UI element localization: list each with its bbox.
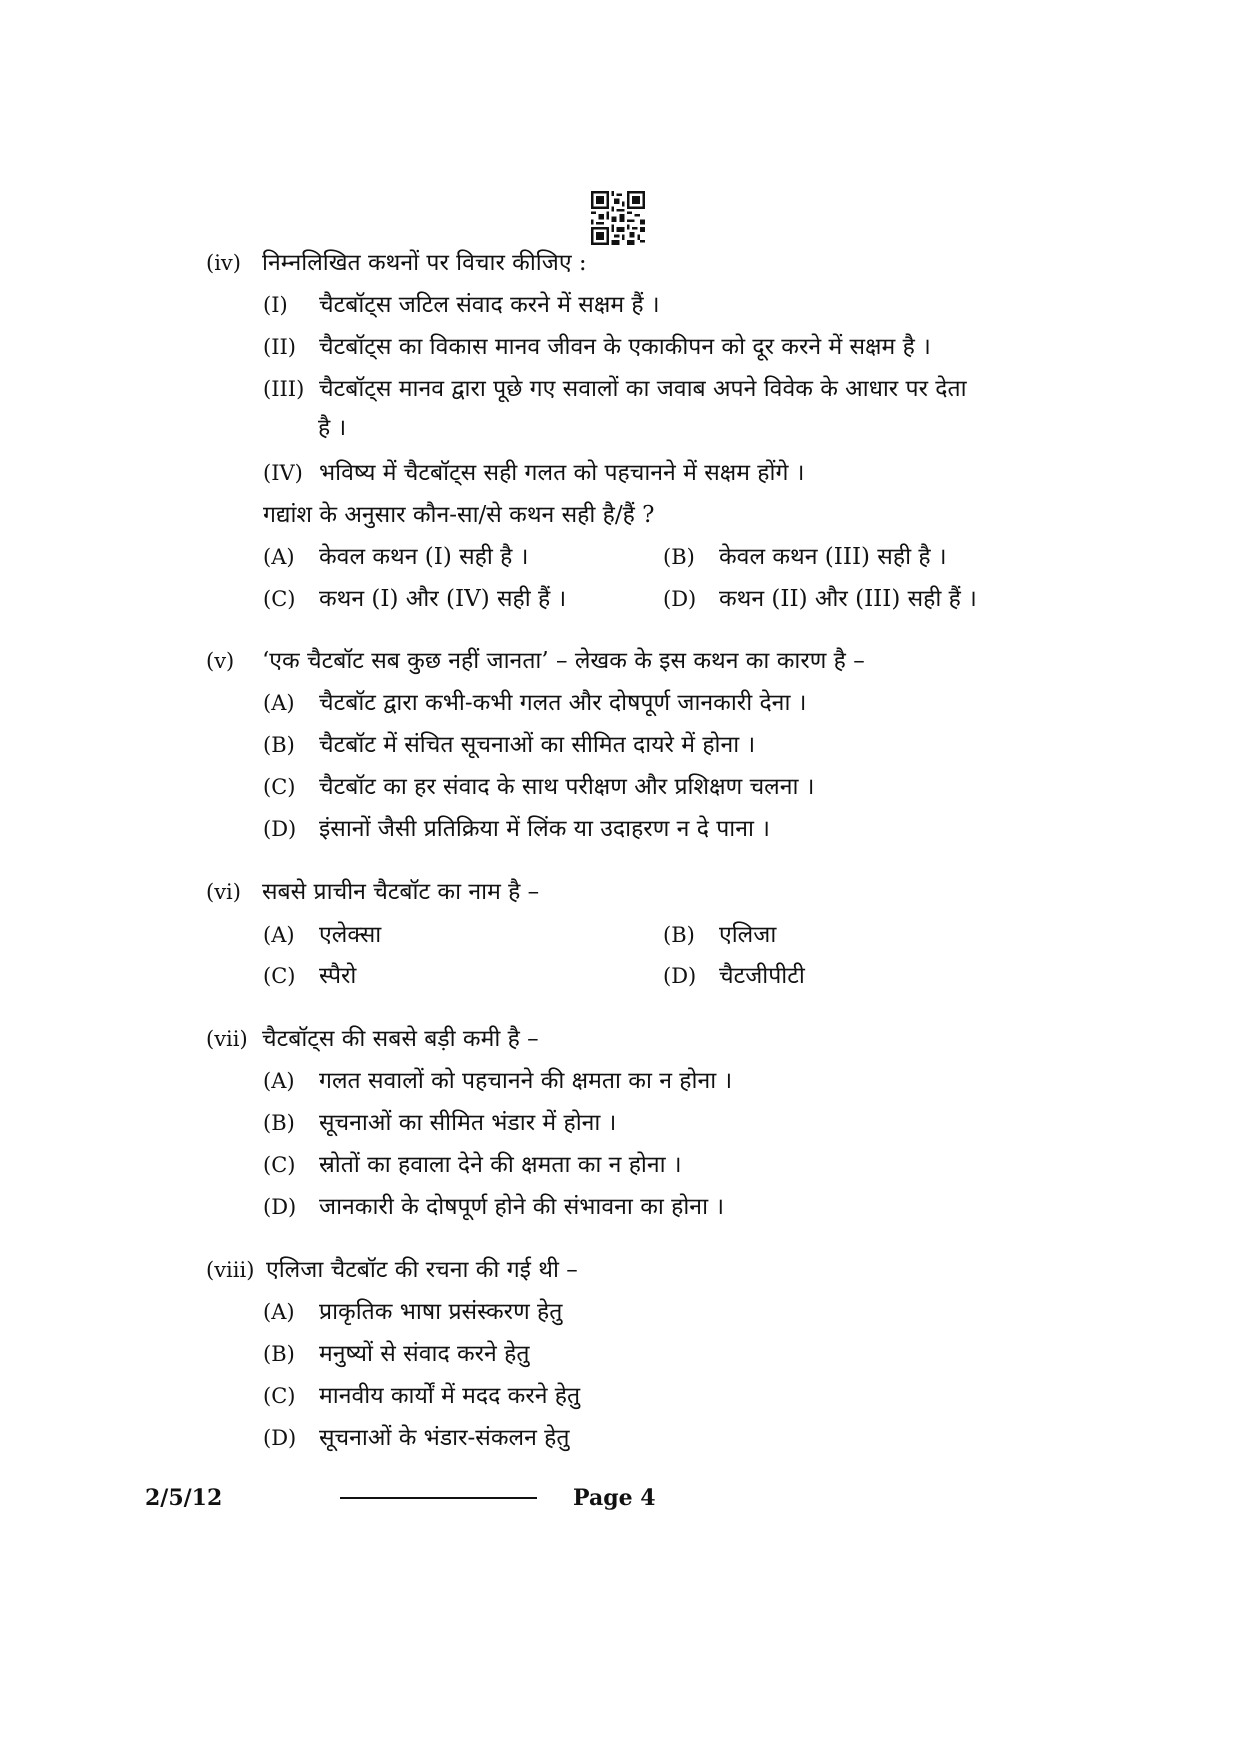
options-row-1	[263, 920, 1043, 950]
options-row-2	[263, 584, 1043, 614]
option-a	[263, 1297, 562, 1327]
option-text: एलिजा	[719, 922, 777, 948]
page-number: Page 4	[573, 1485, 656, 1511]
statement-iii-continuation: है ।	[318, 415, 347, 441]
statement-text: भविष्य में चैटबॉट्स सही गलत को पहचानने में सक्षम होंगे ।	[319, 460, 805, 486]
question-prompt: गद्यांश के अनुसार कौन-सा/से कथन सही है/हैं ?	[263, 502, 655, 528]
question-number: (iv)	[206, 251, 241, 275]
option-text: जानकारी के दोषपूर्ण होने की संभावना का होना ।	[319, 1194, 725, 1220]
option-text: प्राकृतिक भाषा प्रसंस्करण हेतु	[319, 1299, 563, 1325]
option-label: (B)	[663, 923, 695, 947]
option-c	[263, 963, 356, 989]
option-label: (C)	[263, 1384, 296, 1408]
option-d	[263, 814, 770, 844]
question-text: एलिजा चैटबॉट की रचना की गई थी –	[266, 1257, 578, 1283]
option-label: (D)	[263, 1195, 297, 1219]
statement-iv	[263, 458, 804, 488]
option-b	[663, 920, 776, 950]
option-a	[263, 544, 528, 570]
option-label: (B)	[263, 1342, 295, 1366]
question-number: (v)	[206, 649, 235, 673]
options-row-2	[263, 961, 1043, 991]
option-label: (C)	[263, 775, 296, 799]
option-b	[663, 542, 947, 572]
option-c	[263, 586, 566, 612]
option-text: इंसानों जैसी प्रतिक्रिया में लिंक या उदाहरण न दे पाना ।	[319, 816, 771, 842]
statement-ii	[263, 332, 931, 362]
statement-iii	[263, 374, 967, 404]
option-text: स्रोतों का हवाला देने की क्षमता का न होना ।	[319, 1152, 682, 1178]
statement-label: (III)	[263, 377, 305, 401]
option-c	[263, 772, 815, 802]
option-text: चैटजीपीटी	[719, 963, 805, 989]
question-text: निम्नलिखित कथनों पर विचार कीजिए :	[262, 250, 587, 276]
question-number: (viii)	[206, 1258, 255, 1282]
statement-label: (IV)	[263, 461, 303, 485]
option-a	[263, 922, 381, 948]
option-label: (D)	[663, 587, 697, 611]
option-label: (C)	[263, 964, 296, 988]
statement-text: चैटबॉट्स मानव द्वारा पूछे गए सवालों का जवाब अपने विवेक के आधार पर देता	[319, 376, 967, 402]
option-label: (B)	[263, 733, 295, 757]
option-text: चैटबॉट में संचित सूचनाओं का सीमित दायरे में होना ।	[319, 732, 756, 758]
question-number: (vii)	[206, 1027, 248, 1051]
option-b	[263, 1108, 616, 1138]
option-text: चैटबॉट का हर संवाद के साथ परीक्षण और प्रशिक्षण चलना ।	[319, 774, 815, 800]
option-text: कथन (I) और (IV) सही हैं ।	[319, 586, 567, 612]
option-d	[663, 584, 977, 614]
statement-i	[263, 290, 660, 320]
option-a	[263, 688, 806, 718]
option-c	[263, 1381, 580, 1411]
question-text: चैटबॉट्स की सबसे बड़ी कमी है –	[262, 1026, 539, 1052]
qr-code-icon	[591, 191, 645, 245]
option-label: (A)	[263, 1069, 295, 1093]
option-text: सूचनाओं का सीमित भंडार में होना ।	[319, 1110, 617, 1136]
statement-label: (II)	[263, 335, 296, 359]
option-d	[263, 1423, 569, 1453]
option-text: केवल कथन (III) सही है ।	[719, 544, 947, 570]
question-number: (vi)	[206, 880, 241, 904]
option-text: एलेक्सा	[319, 922, 382, 948]
option-label: (A)	[263, 691, 295, 715]
option-text: स्पैरो	[319, 963, 357, 989]
statement-text: चैटबॉट्स का विकास मानव जीवन के एकाकीपन को दूर करने में सक्षम है ।	[319, 334, 931, 360]
option-label: (D)	[263, 1426, 297, 1450]
option-label: (D)	[663, 964, 697, 988]
option-label: (B)	[263, 1111, 295, 1135]
option-text: मानवीय कार्यों में मदद करने हेतु	[319, 1383, 581, 1409]
option-label: (A)	[263, 1300, 295, 1324]
statement-label: (I)	[263, 293, 288, 317]
option-label: (A)	[263, 545, 295, 569]
option-b	[263, 1339, 529, 1369]
option-b	[263, 730, 755, 760]
question-text: सबसे प्राचीन चैटबॉट का नाम है –	[262, 879, 540, 905]
option-text: चैटबॉट द्वारा कभी-कभी गलत और दोषपूर्ण जानकारी देना ।	[319, 690, 807, 716]
statement-text: चैटबॉट्स जटिल संवाद करने में सक्षम हैं ।	[319, 292, 660, 318]
option-label: (B)	[663, 545, 695, 569]
option-text: केवल कथन (I) सही है ।	[319, 544, 529, 570]
footer-divider	[340, 1497, 537, 1499]
option-a	[263, 1066, 732, 1096]
option-d	[263, 1192, 724, 1222]
option-label: (A)	[263, 923, 295, 947]
question-text: ‘एक चैटबॉट सब कुछ नहीं जानता’ – लेखक के इस कथन का कारण है –	[262, 648, 865, 674]
option-label: (D)	[263, 817, 297, 841]
option-label: (C)	[263, 1153, 296, 1177]
option-text: सूचनाओं के भंडार-संकलन हेतु	[319, 1425, 570, 1451]
option-text: कथन (II) और (III) सही हैं ।	[719, 586, 977, 612]
options-row-1	[263, 542, 1043, 572]
option-label: (C)	[263, 587, 296, 611]
option-c	[263, 1150, 682, 1180]
option-d	[663, 961, 805, 991]
option-text: मनुष्यों से संवाद करने हेतु	[319, 1341, 530, 1367]
option-text: गलत सवालों को पहचानने की क्षमता का न होना ।	[319, 1068, 733, 1094]
paper-code: 2/5/12	[145, 1485, 223, 1511]
